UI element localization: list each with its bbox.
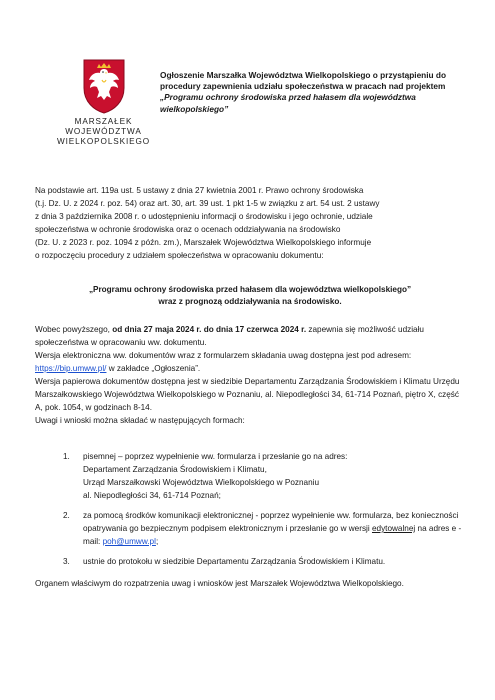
list-text: ustnie do protokołu w siedzibie Departamentu Zarządzania Środowiskiem i Klimatu.: [83, 557, 386, 566]
intro-line: z dnia 3 października 2008 r. o udostępnieniu informacji o środowisku i jego ochronie, udziale: [35, 212, 373, 221]
text: w zakładce „Ogłoszenia”.: [106, 364, 201, 373]
intro-line: o rozpoczęciu procedury z udziałem społeczeństwa w opracowaniu dokumentu:: [35, 251, 324, 260]
coat-of-arms-icon: [82, 58, 126, 114]
logo-line-2: WOJEWÓDZTWA: [65, 127, 142, 136]
document-title-line-2: wraz z prognozą oddziaływania na środowisko.: [158, 297, 342, 306]
email-link[interactable]: poh@umww.pl: [102, 537, 156, 546]
body-paragraphs: [35, 323, 465, 427]
electronic-version-paragraph: [35, 349, 465, 375]
list-item: [35, 450, 465, 502]
list-number: 2.: [63, 511, 70, 520]
text: na adres e -mail:: [83, 524, 462, 546]
list-text: Urząd Marszałkowski Województwa Wielkopolskiego w Poznaniu: [83, 478, 320, 487]
list-item: [35, 509, 465, 548]
text: ;: [155, 537, 159, 546]
text: za pomocą środków komunikacji elektronicznej - poprzez wypełnienie ww. formularza, bez konieczności opatrywania go bezpiecznym podpisem elektronicznym i przesłanie go w wersji: [83, 511, 459, 533]
list-item: [35, 555, 465, 568]
list-text: Departament Zarządzania Środowiskiem i Klimatu,: [83, 465, 267, 474]
bip-link[interactable]: https://bip.umww.pl/: [35, 364, 107, 373]
consultation-period-paragraph: [35, 323, 465, 349]
intro-paragraph: [35, 184, 465, 262]
list-number: 1.: [63, 452, 70, 461]
text: Wobec powyższego,: [35, 325, 113, 334]
marshal-logo: [56, 58, 151, 147]
logo-line-1: MARSZAŁEK: [74, 117, 133, 126]
submission-forms-list: [35, 450, 465, 575]
title-text: Ogłoszenie Marszałka Województwa Wielkopolskiego o przystąpieniu do procedury zapewnienia udziału społeczeństwa w pracach nad projektem: [160, 70, 447, 92]
text: Wersja elektroniczna ww. dokumentów wraz z formularzem składania uwag dostępna jest pod adresem:: [35, 351, 412, 360]
intro-line: (t.j. Dz. U. z 2024 r. poz. 54) oraz art. 30, art. 39 ust. 1 pkt 1-5 w związku z art. 54 ust. 2 ustawy: [35, 199, 380, 208]
underlined-word: edytowalnej: [371, 524, 416, 533]
closing-paragraph: Organem właściwym do rozpatrzenia uwag i wniosków jest Marszałek Województwa Wielkopolskiego.: [35, 579, 404, 588]
consultation-dates: od dnia 27 maja 2024 r. do dnia 17 czerwca 2024 r.: [112, 325, 307, 334]
title-italic-text: „Programu ochrony środowiska przed hałasem dla województwa wielkopolskiego”: [160, 92, 416, 114]
intro-line: społeczeństwa w ochronie środowiska oraz o ocenach oddziaływania na środowisko: [35, 225, 341, 234]
submission-forms-intro: Uwagi i wnioski można składać w następujących formach:: [35, 416, 245, 425]
logo-text: [56, 117, 151, 147]
logo-line-3: WIELKOPOLSKIEGO: [56, 137, 151, 146]
paper-version-paragraph: Wersja papierowa dokumentów dostępna jest w siedzibie Departamentu Zarządzania Środowiskiem i Klimatu Urzędu Marszałkowskiego Województwa Wielkopolskiego w Poznaniu, al. Niepodległości 34, 61-714 Poznań, piętro X, część A, pok. 1054, w godzinach 8-14.: [35, 377, 460, 412]
list-text: pisemnej – poprzez wypełnienie ww. formularza i przesłanie go na adres:: [83, 452, 348, 461]
list-text: al. Niepodległości 34, 61-714 Poznań;: [83, 491, 221, 500]
announcement-title: [160, 70, 460, 115]
list-text: [83, 509, 465, 548]
intro-line: Na podstawie art. 119a ust. 5 ustawy z dnia 27 kwietnia 2001 r. Prawo ochrony środowiska: [35, 186, 364, 195]
list-number: 3.: [63, 557, 70, 566]
document-title-line-1: „Programu ochrony środowiska przed hałasem dla województwa wielkopolskiego”: [88, 285, 412, 294]
intro-line: (Dz. U. z 2023 r. poz. 1094 z późn. zm.), Marszałek Województwa Wielkopolskiego informuje: [35, 238, 372, 247]
text: zapewnia się możliwość udziału społeczeństwa w opracowaniu ww. dokumentu.: [35, 325, 424, 347]
document-title: [35, 284, 465, 308]
